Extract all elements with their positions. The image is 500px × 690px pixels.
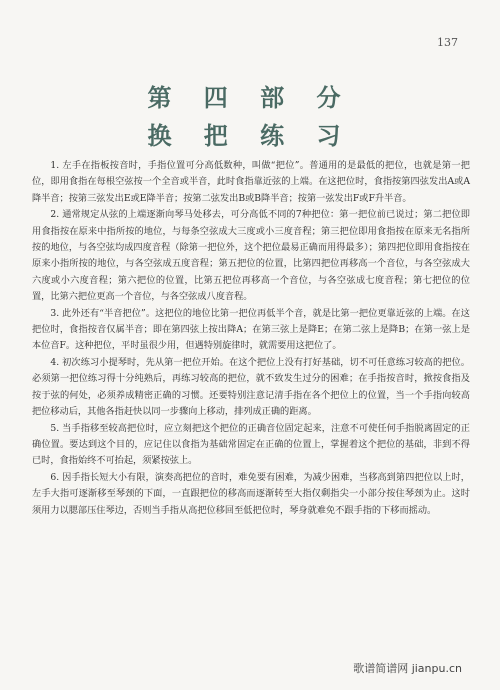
paragraph-6: 6. 因手指长短大小有限，演奏高把位的音时，难免要有困难，为减少困难，当移高到第四把位以上时，左手大指可逐渐移至琴颈的下面，一直跟把位的移高而逐渐转至大指仅剩指尖一小部分按住琴颈为止。这时须用力以腮部压住琴边，否则当手指从高把位移回至低把位时，琴身就难免不跟手指的下移而摇动。 (32, 471, 470, 516)
paragraph-2: 2. 通常规定从弦的上端逐渐向琴马处移去，可分高低不同的7种把位：第一把位前已说过；第二把位即用食指按在原来中指所按的地位，与每条空弦成大三度或小三度音程；第三把位即用食指按在原来无名指所按的地位，与各空弦均成四度音程（除第一把位外，这个把位最易正确而用得最多）；第四把位即用食指按在原来小指所按的地位，与各空弦成五度音程；第五把位的位置，比第四把位再移高一个音位，与各空弦成大六度或小六度音程；第六把位的位置，比第五把位再移高一个音位，与各空弦成七度音程；第七把位的位置，比第六把位更高一个音位，与各空弦成八度音程。 (32, 209, 470, 303)
paragraph-3: 3. 此外还有“半音把位”。这把位的地位比第一把位再低半个音，就是比第一把位更靠近弦的上端。在这把位时，食指按音仅属半音；即在第四弦上按出降A；在第三弦上是降E；在第二弦上是降B；在第一弦上是本位音F。这种把位，平时虽很少用，但遇特别旋律时，就需要用这把位了。 (32, 307, 470, 352)
paragraph-1: 1. 左手在指板按音时，手指位置可分高低数种，叫做“把位”。普通用的是最低的把位，也就是第一把位，即用食指在每根空弦按一个全音或半音，此时食指靠近弦的上端。在这把位时，食指按第四弦发出A或A降半音；按第三弦发出E或E降半音；按第二弦发出B或B降半音；按第一弦发出F或F升半音。 (32, 160, 470, 204)
paragraph-5: 5. 当手指移至较高把位时，应立刻把这个把位的正确音位固定起来，注意不可使任何手指脱离固定的正确位置。要达到这个目的，应记住以食指为基础常固定在正确的位置上，掌握着这个把位的基础，非到不得已时，食指始终不可抬起，须紧按弦上。 (32, 422, 470, 467)
part-title: 第 四 部 分 (147, 83, 353, 112)
page-number: 137 (437, 36, 458, 49)
chapter-title: 换 把 练 习 (147, 121, 353, 150)
body-text (32, 158, 470, 519)
paragraph-4: 4. 初次练习小提琴时，先从第一把位开始。在这个把位上没有打好基础，切不可任意练习较高的把位。必须第一把位练习得十分纯熟后，再练习较高的把位，就不致发生过分的困难；在手指按音时，掀按食指及按于弦的何处，必须养成精密正确的习惯。还要特别注意记清手指在各个把位上的位置，当一个手指向较高把位移动后，其他各指赶快以同一步骤向上移动，排列成正确的距离。 (32, 356, 470, 418)
watermark: 歌谱简谱网 jianpu.cn (353, 662, 462, 675)
